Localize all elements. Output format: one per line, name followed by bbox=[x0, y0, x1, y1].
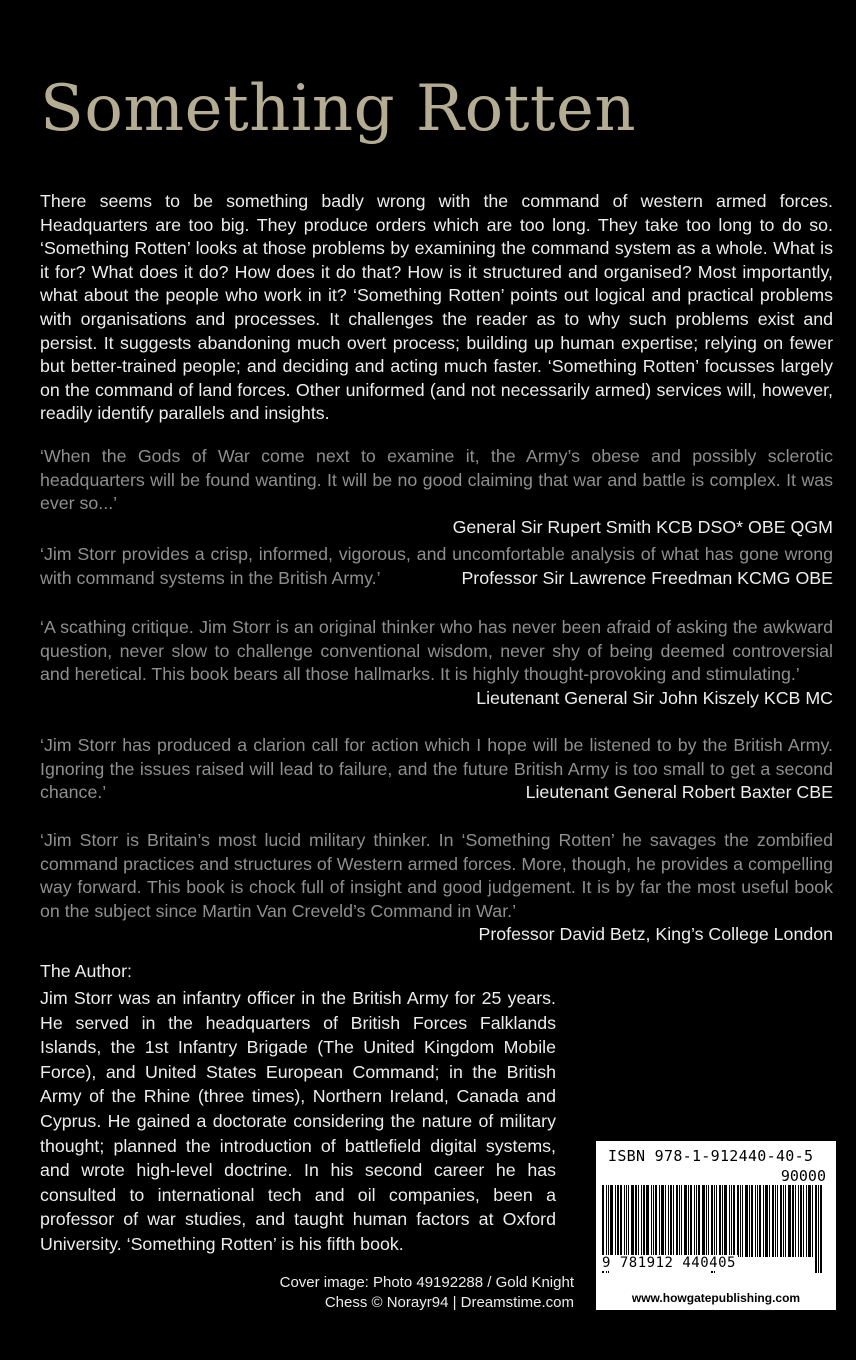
quote-text: ‘A scathing critique. Jim Storr is an original thinker who has never been afraid of asking the awkward question, never slow to challenge conventional wisdom, never shy of being deemed controversial and heretical. This book bears all those hallmarks. It is highly thought-provoking and stimulating.’ bbox=[40, 617, 833, 685]
isbn-barcode-panel bbox=[596, 1141, 836, 1310]
barcode-bar bbox=[785, 1185, 786, 1257]
barcode-bar bbox=[641, 1185, 642, 1257]
cover-image-credit bbox=[240, 1273, 574, 1313]
author-heading: The Author: bbox=[40, 961, 132, 981]
barcode-bar bbox=[670, 1185, 672, 1257]
barcode-bar bbox=[676, 1185, 678, 1257]
barcode-bar bbox=[628, 1185, 629, 1257]
quote-text: ‘Jim Storr provides a crisp, informed, vigorous, and uncomfortable analysis of what has gone wrong with command systems in the British Army.’ bbox=[40, 544, 833, 588]
barcode-bar bbox=[646, 1185, 649, 1257]
barcode-bar bbox=[731, 1185, 732, 1257]
barcode-bar bbox=[820, 1185, 822, 1273]
barcode-bar bbox=[772, 1185, 774, 1257]
barcode-bar bbox=[775, 1185, 776, 1257]
barcode-bar bbox=[690, 1185, 692, 1257]
barcode-bar bbox=[631, 1185, 634, 1257]
isbn-label: ISBN 978-1-912440-40-5 bbox=[608, 1147, 814, 1165]
barcode-bar bbox=[624, 1185, 625, 1257]
barcode-bar bbox=[751, 1185, 753, 1257]
barcode-bar bbox=[665, 1185, 666, 1257]
barcode-bar bbox=[696, 1185, 697, 1257]
barcode-bar bbox=[708, 1185, 709, 1257]
barcode-bar bbox=[749, 1185, 750, 1257]
quote-attribution: Lieutenant General Sir John Kiszely KCB MC bbox=[476, 687, 833, 708]
barcode-bar bbox=[668, 1185, 669, 1257]
barcode-bar bbox=[615, 1185, 616, 1257]
barcode-bar bbox=[702, 1185, 705, 1257]
barcode-bar bbox=[759, 1185, 761, 1257]
review-quote bbox=[40, 829, 833, 947]
review-quote bbox=[40, 445, 833, 539]
review-quote bbox=[40, 616, 833, 710]
barcode-bar bbox=[765, 1185, 768, 1257]
quote-text: ‘When the Gods of War come next to examine it, the Army’s obese and possibly sclerotic headquarters will be found wanting. It will be no good claiming that war and battle is complex. It was ever so...’ bbox=[40, 446, 833, 514]
barcode-bar bbox=[780, 1185, 782, 1257]
quote-attribution: Professor David Betz, King’s College London bbox=[478, 924, 833, 945]
barcode-bar bbox=[795, 1185, 796, 1257]
credit-line: Chess © Norayr94 | Dreamstime.com bbox=[324, 1294, 574, 1311]
barcode-bar bbox=[792, 1185, 794, 1257]
quote-text: ‘Jim Storr has produced a clarion call for action which I hope will be listened to by the British Army. Ignoring the issues raised will lead to failure, and the future British Army is too small to get a second chance.’ bbox=[40, 735, 833, 803]
author-bio: Jim Storr was an infantry officer in the British Army for 25 years. He served in the headquarters of British Forces Falklands Islands, the 1st Infantry Brigade (The United Kingdom Mobile Force), and United States European Command; in the British Army of the Rhine (three times), Northern Ireland, Canada and Cyprus. He gained a doctorate considering the nature of military thought; planned the introduction of battlefield digital systems, and wrote high-level doctrine. In his second career he has consulted to international tech and oil companies, been a professor of war studies, and taught human factors at Oxford University. ‘Something Rotten’ is his fifth book. bbox=[40, 988, 556, 1254]
barcode-bar bbox=[800, 1185, 802, 1257]
barcode-bar bbox=[626, 1185, 627, 1257]
barcode-bar bbox=[777, 1185, 778, 1257]
barcode-bar bbox=[806, 1185, 807, 1257]
barcode-bar bbox=[698, 1185, 700, 1257]
review-quote bbox=[40, 734, 833, 805]
barcode-bar bbox=[740, 1185, 741, 1257]
quote-attribution: Professor Sir Lawrence Freedman KCMG OBE bbox=[461, 567, 833, 588]
quote-attribution: General Sir Rupert Smith KCB DSO* OBE QGM bbox=[452, 516, 833, 537]
barcode-bar bbox=[798, 1185, 799, 1257]
credit-line: Cover image: Photo 49192288 / Gold Knight bbox=[279, 1274, 574, 1291]
barcode-bar bbox=[651, 1185, 652, 1257]
barcode-bar bbox=[706, 1185, 707, 1257]
quote-text: ‘Jim Storr is Britain’s most lucid military thinker. In ‘Something Rotten’ he savages the zombified command practices and structures of Western armed forces. More, though, he provides a compelling way forward. This book is chock full of insight and good judgement. It is by far the most useful book on the subject since Martin Van Creveld’s Command in War.’ bbox=[40, 830, 833, 921]
barcode-bar bbox=[812, 1185, 813, 1257]
barcode-bar bbox=[684, 1185, 687, 1257]
barcode-bar bbox=[635, 1185, 637, 1257]
barcode-bar bbox=[673, 1185, 674, 1257]
barcode-bar bbox=[783, 1185, 784, 1257]
barcode-bar bbox=[716, 1185, 717, 1257]
barcode-bar bbox=[803, 1185, 804, 1257]
barcode-bar bbox=[737, 1185, 739, 1257]
barcode-bar bbox=[617, 1185, 619, 1257]
barcode-bar bbox=[815, 1185, 817, 1273]
barcode-bar bbox=[769, 1185, 770, 1257]
book-blurb: There seems to be something badly wrong with the command of western armed forces. Headquarters are too big. They produce orders which are too long. They take too long to do so. ‘Something Rotten’ looks at those problems by examining the command system as a whole. What is it for? What does it do? How does it do that? How is it structured and organised? Most importantly, what about the people who work in it? ‘Something Rotten’ points out logical and practical problems with organisations and processes. It challenges the reader as to why such problems exist and persist. It suggests abandoning much overt process; building up human expertise; relying on fewer but better-trained people; and deciding and acting much faster. ‘Something Rotten’ focusses largely on the command of land forces. Other uniformed (and not necessarily armed) services will, however, readily identify parallels and insights. bbox=[40, 191, 833, 424]
barcode-bar bbox=[638, 1185, 639, 1257]
barcode-bar bbox=[729, 1185, 730, 1257]
barcode-bar bbox=[733, 1185, 735, 1257]
barcode-bar bbox=[620, 1185, 622, 1257]
barcode-bar bbox=[755, 1185, 756, 1257]
review-quote bbox=[40, 543, 833, 590]
barcode-digits: 9 781912 440405 bbox=[602, 1255, 736, 1271]
publisher-url: www.howgatepublishing.com bbox=[631, 1291, 801, 1305]
barcode-bar bbox=[757, 1185, 758, 1257]
barcode-bar bbox=[655, 1185, 657, 1257]
price-code: 90000 bbox=[780, 1167, 826, 1185]
barcode-bar bbox=[643, 1185, 645, 1257]
barcode-bar bbox=[681, 1185, 682, 1257]
barcode-bar bbox=[742, 1185, 743, 1257]
barcode-bar bbox=[688, 1185, 689, 1257]
barcode-bar bbox=[653, 1185, 654, 1257]
barcode-bar bbox=[818, 1185, 819, 1273]
barcode-bar bbox=[610, 1185, 613, 1257]
barcode-bar bbox=[763, 1185, 764, 1257]
barcode-bar bbox=[745, 1185, 748, 1257]
barcode-bar bbox=[694, 1185, 695, 1257]
barcode-bar bbox=[788, 1185, 791, 1257]
barcode-bar bbox=[659, 1185, 660, 1257]
barcode-bar bbox=[808, 1185, 811, 1257]
barcode-bar bbox=[722, 1185, 723, 1257]
barcode-bar bbox=[724, 1185, 727, 1257]
barcode-bar bbox=[719, 1185, 721, 1257]
barcode-bar bbox=[679, 1185, 680, 1257]
book-title: Something Rotten bbox=[40, 72, 637, 146]
quote-attribution: Lieutenant General Robert Baxter CBE bbox=[525, 782, 833, 803]
barcode-bar bbox=[661, 1185, 664, 1257]
